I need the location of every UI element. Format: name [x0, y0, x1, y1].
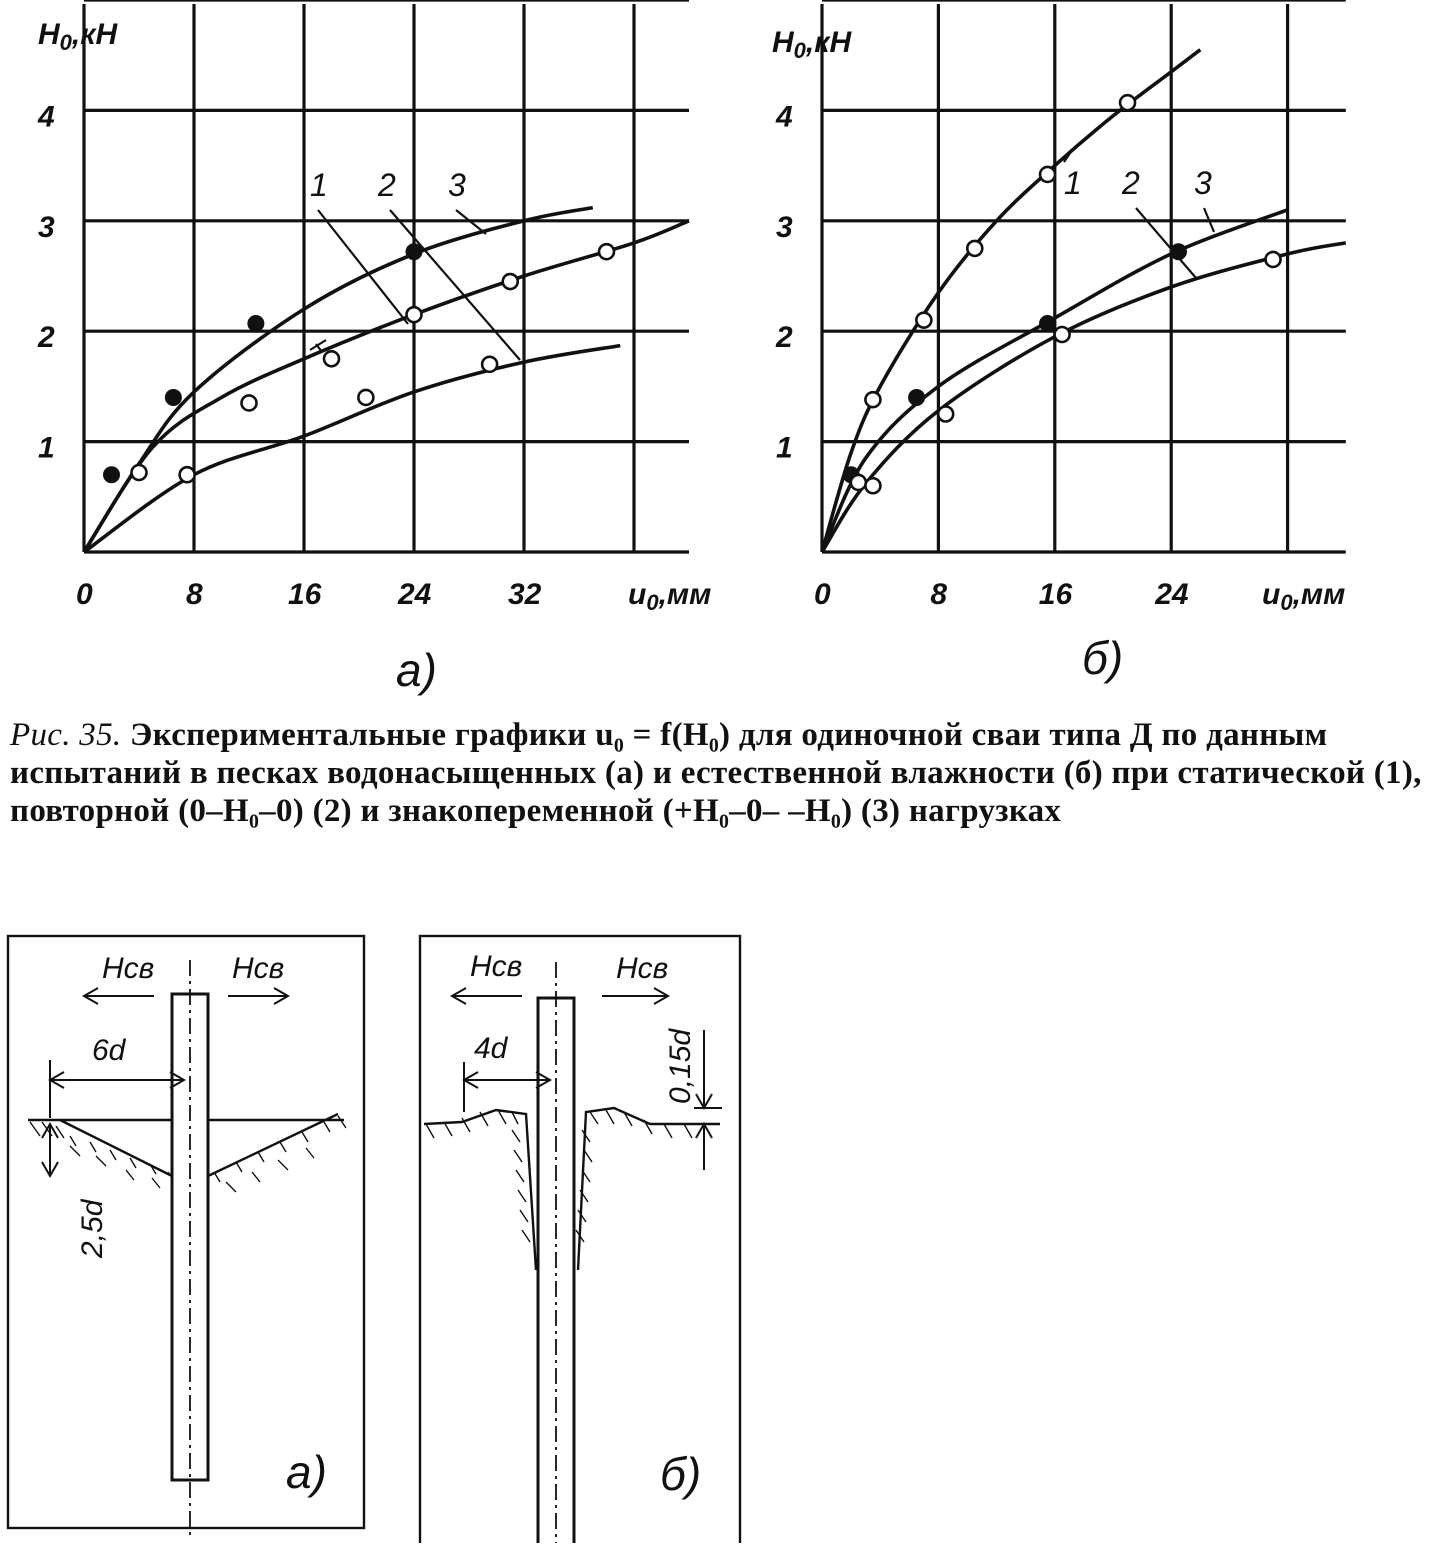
pile-a-dim-depth — [42, 1124, 58, 1176]
pile-a-sublabel: а) — [286, 1446, 327, 1498]
pile-b-force-right-label: Hсв — [616, 952, 669, 985]
chart-a-series-1-line — [84, 221, 689, 552]
chart-a-x-tick-label: 0 — [76, 578, 93, 611]
chart-a-series-1-point — [599, 244, 614, 259]
chart-a-x-tick-label: 32 — [508, 578, 542, 611]
pile-b-dim-height-label: 0,15d — [664, 1028, 697, 1104]
chart-b-y-tick-label: 4 — [776, 100, 793, 134]
chart-b-series-1-line — [822, 50, 1200, 552]
chart-a-series-1-point — [503, 274, 518, 289]
chart-b-y-tick-label: 2 — [776, 321, 793, 355]
pile-a-force-left-arrow — [84, 988, 154, 1004]
chart-b-y-axis-label: $H_0,кН$ — [772, 26, 852, 63]
chart-a-series-3-line — [84, 208, 593, 552]
chart-b-series-3-point — [851, 475, 866, 490]
chart-b-y-ticks — [775, 100, 793, 464]
chart-b-x-tick-label: 0 — [814, 578, 831, 611]
chart-a-x-axis-label: $u_0,мм$ — [628, 578, 712, 615]
chart-b-series-2-point — [909, 390, 924, 405]
chart-a-curve-label-3: 3 — [448, 167, 466, 203]
chart-a-series-3-point — [248, 316, 263, 331]
caption-text: Экспериментальные графики u₀ = f(H₀) для одиночной сваи типа Д по данным испытаний в песках водонасыщенных (а) и естественной влажности (б) при статической (1), повторной (0–H₀–0) (2) и знакопеременной (+H₀–0– –H₀) (3) нагрузках — [10, 717, 1422, 829]
chart-a-curves — [84, 208, 689, 552]
chart-a-series-2-line — [84, 346, 620, 552]
pile-b-force-left-arrow — [452, 988, 522, 1004]
pile-diagram-a — [8, 936, 364, 1536]
chart-b-curve-label-1: 1 — [1064, 165, 1082, 201]
pile-a-dim-depth-label: 2,5d — [76, 1199, 109, 1258]
chart-b-series-3-point — [1266, 252, 1281, 267]
pile-diagram-b — [420, 936, 740, 1543]
chart-a-series-3-point — [166, 390, 181, 405]
chart-a-series-1-point — [324, 351, 339, 366]
chart-a-series-1-point — [132, 465, 147, 480]
chart-b-series-1-point — [1040, 167, 1055, 182]
chart-b-x-tick-label: 8 — [930, 578, 948, 611]
chart-b-x-ticks — [814, 578, 1189, 611]
pile-b-dim-height — [694, 1030, 722, 1170]
chart-a-x-tick-label: 16 — [288, 578, 322, 611]
chart-a-y-tick-label: 1 — [38, 431, 55, 465]
chart-b-series-1-point — [1120, 95, 1135, 110]
chart-a-x-tick-label: 8 — [186, 578, 203, 611]
chart-a-series-3-point — [407, 244, 422, 259]
chart-a-sublabel: а) — [396, 644, 437, 696]
pile-a-force-right-label: Hсв — [232, 952, 285, 985]
chart-b-series-1-point — [916, 313, 931, 328]
chart-b-curves — [822, 50, 1346, 552]
chart-b-series-3-point — [938, 407, 953, 422]
chart-panel-a — [37, 0, 711, 696]
chart-b-y-tick-label: 3 — [776, 210, 793, 244]
chart-a-y-axis-label: $H_0,кН$ — [38, 18, 118, 55]
chart-b-series-3-line — [822, 243, 1346, 552]
chart-a-y-tick-label: 4 — [38, 100, 55, 134]
chart-b-x-tick-label: 16 — [1038, 578, 1073, 611]
chart-a-y-tick-label: 2 — [38, 321, 55, 355]
pile-b-force-left-label: Hсв — [470, 950, 523, 983]
chart-a-curve-label-2: 2 — [378, 167, 396, 203]
chart-b-grid — [822, 0, 1346, 552]
chart-b-curve-label-3: 3 — [1194, 165, 1212, 201]
chart-a-y-tick-label: 3 — [38, 210, 55, 244]
chart-a-x-ticks — [76, 578, 542, 611]
pile-a-dim-width — [50, 1060, 184, 1118]
chart-b-series-3-point — [865, 478, 880, 493]
chart-a-curve-label-1: 1 — [310, 167, 328, 203]
pile-a-force-right-arrow — [228, 988, 288, 1004]
pile-b-force-right-arrow — [602, 988, 668, 1004]
pile-b-dim-width-label: 4d — [474, 1032, 508, 1065]
chart-b-series-1-point — [967, 241, 982, 256]
chart-a-series-1-point — [242, 395, 257, 410]
chart-panel-b — [772, 0, 1346, 684]
chart-a-series-2-point — [180, 467, 195, 482]
chart-b-series-2-point — [1040, 316, 1055, 331]
chart-a-y-ticks — [37, 100, 55, 464]
chart-a-series-3-point — [104, 467, 119, 482]
chart-b-y-tick-label: 1 — [776, 431, 793, 465]
chart-a-leader-1 — [318, 210, 408, 324]
figure-caption — [10, 716, 1442, 830]
chart-b-points — [844, 95, 1281, 493]
pile-b-sublabel: б) — [660, 1448, 702, 1500]
chart-b-x-axis-label: $u_0,мм$ — [1262, 578, 1346, 615]
chart-b-curve-label-2: 2 — [1122, 165, 1140, 201]
chart-b-series-1-point — [865, 392, 880, 407]
pile-a-dim-width-label: 6d — [92, 1034, 126, 1067]
chart-b-sublabel: б) — [1082, 632, 1124, 684]
chart-a-x-tick-label: 24 — [398, 578, 432, 611]
chart-a-series-1-point — [407, 307, 422, 322]
chart-b-x-tick-label: 24 — [1155, 578, 1189, 611]
chart-a-series-2-point — [482, 357, 497, 372]
chart-b-series-3-point — [1055, 327, 1070, 342]
chart-a-series-2-point — [358, 390, 373, 405]
chart-a-grid — [84, 0, 689, 552]
caption-figure-ref: Рис. 35. — [10, 717, 122, 753]
pile-a-force-left-label: Hсв — [102, 952, 155, 985]
